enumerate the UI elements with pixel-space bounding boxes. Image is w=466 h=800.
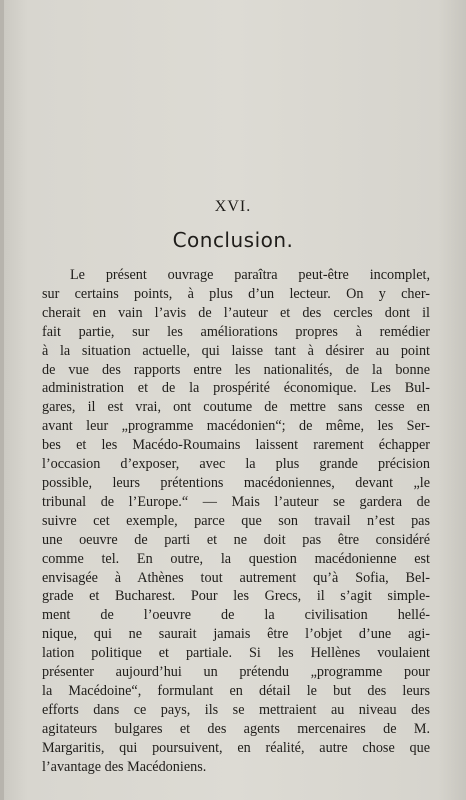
page-edge <box>0 0 4 800</box>
text-line: agitateurs bulgares et des agents mercenaires de M. <box>42 720 430 737</box>
text-line: lation politique et partiale. Si les Hellènes voulaient <box>42 645 430 662</box>
text-line: la Macédoine“, formulant en détail le but des leurs <box>42 682 430 699</box>
chapter-title: Conclusion. <box>172 228 294 252</box>
text-line: fait partie, sur les améliorations propres à remédier <box>42 323 430 340</box>
text-line: une oeuvre de parti et ne doit pas être considéré <box>42 531 430 548</box>
chapter-number: XVI. <box>214 198 252 215</box>
text-line: cherait en vain l’avis de l’auteur et des cercles dont il <box>42 304 430 321</box>
text-line: possible, leurs prétentions macédoniennes, devant „le <box>42 474 430 491</box>
text-line: bes et les Macédo-Roumains laissent rarement échapper <box>42 437 430 454</box>
text-line: avant leur „programme macédonien“; de même, les Ser- <box>42 418 430 435</box>
text-line: comme tel. En outre, la question macédonienne est <box>42 550 430 567</box>
text-line: Le présent ouvrage paraîtra peut-être incomplet, <box>70 267 430 283</box>
text-line: efforts dans ce pays, ils se mettraient au niveau des <box>42 701 430 718</box>
text-line: sur certains points, à plus d’un lecteur. On y cher- <box>42 285 430 302</box>
text-line: nique, qui ne saurait jamais être l’objet d’une agi- <box>42 626 430 643</box>
text-line: suivre cet exemple, parce que son travail n’est pas <box>42 512 430 529</box>
text-line: ment de l’oeuvre de la civilisation hellé- <box>42 607 430 624</box>
text-line: administration et de la prospérité économique. Les Bul- <box>42 380 430 397</box>
text-line: tribunal de l’Europe.“ — Mais l’auteur se gardera de <box>42 493 430 510</box>
text-line: l’occasion d’exposer, avec la plus grande précision <box>42 456 430 473</box>
text-line: présenter aujourd’hui un prétendu „programme pour <box>42 664 430 681</box>
text-line: Margaritis, qui poursuivent, en réalité, autre chose que <box>42 739 430 756</box>
text-line: l’avantage des Macédoniens. <box>42 758 207 775</box>
text-line: grade et Bucharest. Pour les Grecs, il s’agit simple- <box>42 588 430 605</box>
body-paragraph <box>42 266 430 776</box>
text-line: envisagée à Athènes tout autrement qu’à Sofia, Bel- <box>42 569 430 586</box>
text-line: de vue des rapports entre les nationalités, de la bonne <box>42 361 430 378</box>
text-line: gares, il est vrai, ont coutume de mettre sans cesse en <box>42 399 430 416</box>
text-line: à la situation actuelle, qui laisse tant à désirer au point <box>42 342 430 359</box>
